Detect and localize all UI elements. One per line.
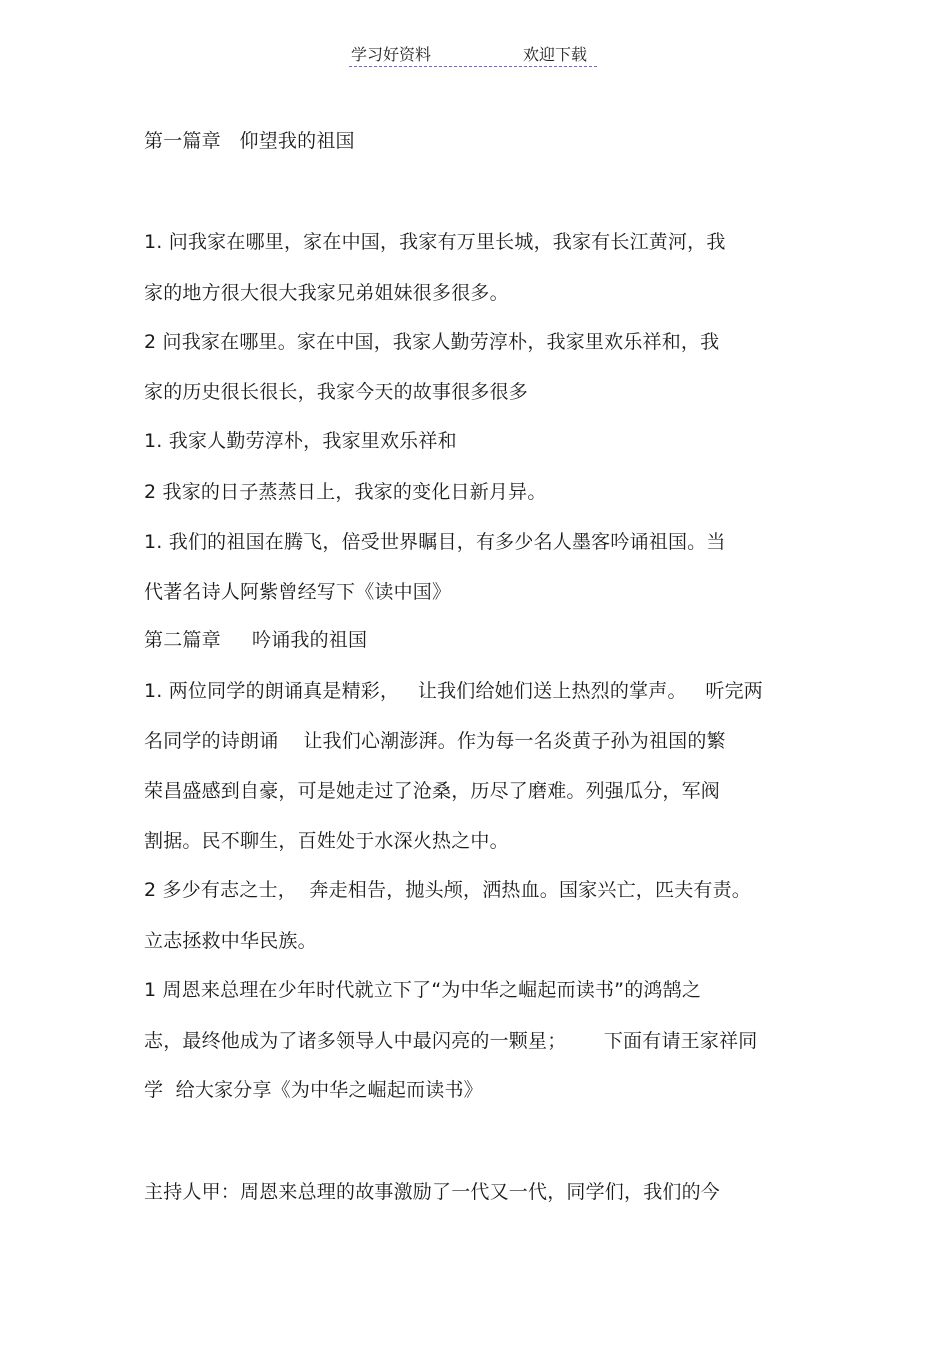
paragraph-line: 荣昌盛感到自豪，可是她走过了沧桑，历尽了磨难。列强瓜分，军阀 [144,780,721,802]
paragraph-line: 1 周恩来总理在少年时代就立下了“为中华之崛起而读书”的鸿鹄之 [144,979,702,1001]
paragraph-line: 1. 我家人勤劳淳朴，我家里欢乐祥和 [144,430,457,452]
chapter-two-heading: 第二篇章 吟诵我的祖国 [144,629,368,651]
paragraph-line: 割据。民不聊生，百姓处于水深火热之中。 [144,830,509,852]
paragraph-line: 1. 我们的祖国在腾飞，倍受世界瞩目，有多少名人墨客吟诵祖国。当 [144,531,726,553]
paragraph-line: 家的历史很长很长，我家今天的故事很多很多 [144,381,529,403]
chapter-one-heading: 第一篇章 仰望我的祖国 [144,130,355,152]
paragraph-line: 2 多少有志之士， 奔走相告，抛头颅，洒热血。国家兴亡，匹夫有责。 [144,879,752,901]
header-right-text: 欢迎下载 [523,45,588,64]
paragraph-line: 志，最终他成为了诸多领导人中最闪亮的一颗星； 下面有请王家祥同 [144,1030,758,1052]
paragraph-line: 代著名诗人阿紫曾经写下《读中国》 [144,581,452,603]
paragraph-line: 2 问我家在哪里。家在中国，我家人勤劳淳朴，我家里欢乐祥和，我 [144,331,720,353]
paragraph-line: 立志拯救中华民族。 [144,930,317,952]
paragraph-line: 1. 两位同学的朗诵真是精彩， 让我们给她们送上热烈的掌声。 听完两 [144,680,764,702]
paragraph-line: 名同学的诗朗诵 让我们心潮澎湃。作为每一名炎黄子孙为祖国的繁 [144,730,726,752]
paragraph-line: 家的地方很大很大我家兄弟姐妹很多很多。 [144,282,509,304]
paragraph-line: 学 给大家分享《为中华之崛起而读书》 [144,1079,483,1101]
host-a-line: 主持人甲：周恩来总理的故事激励了一代又一代，同学们，我们的今 [144,1181,721,1203]
paragraph-line: 1. 问我家在哪里，家在中国，我家有万里长城，我家有长江黄河，我 [144,231,726,253]
header-left-text: 学习好资料 [351,45,432,64]
page-header [349,40,597,67]
paragraph-line: 2 我家的日子蒸蒸日上，我家的变化日新月异。 [144,481,547,503]
